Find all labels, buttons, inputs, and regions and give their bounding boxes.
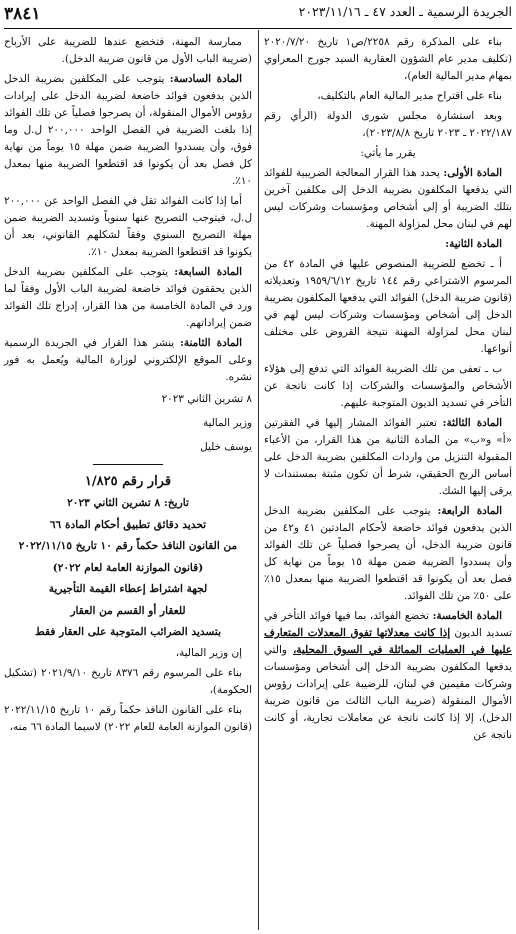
article-text: ينشر هذا القرار في الجريدة الرسمية وعلى الموقع الإلكتروني لوزارة المالية ويُعمل به فور نشره. bbox=[4, 337, 252, 383]
article-3 bbox=[264, 415, 512, 500]
article-emphasis: إذا كانت معدلاتها تفوق المعدلات المتعارف عليها في العمليات المماثلة في السوق المحلية، bbox=[264, 627, 512, 656]
left-column bbox=[4, 34, 252, 739]
article-title: المادة الثانية: bbox=[445, 238, 502, 250]
article-title: المادة الخامسة: bbox=[432, 610, 502, 622]
article-title: المادة السادسة: bbox=[169, 73, 242, 85]
article-6b: أما إذا كانت الفوائد تقل في الفصل الواحد عن ٢٠٠,٠٠٠ ل.ل، فيتوجب التصريح عنها سنوياً وتسديد الضريبة ضمن مهلة التصريح السنوي وفقاً لشكلهم القانوني، بعد أن يكونوا قد اقتطعوا الضريبة بمعدل ١٠٪. bbox=[4, 195, 252, 258]
decree-subject: بتسديد الضرائب المتوجبة على العقار فقط bbox=[34, 626, 222, 638]
decree-number: قرار رقم ١/٨٢٥ bbox=[84, 474, 172, 489]
article-5 bbox=[264, 608, 512, 744]
decree-subject: (قانون الموازنة العامة لعام ٢٠٢٢) bbox=[52, 561, 204, 574]
article-2b: ب ـ تعفى من تلك الضريبة الفوائد التي تدفع إلى هؤلاء الأشخاص والمؤسسات والشركات إذا كانت ناتجة عن التأخر في تسديد الديون المتوجبة عليهم. bbox=[264, 363, 512, 409]
article-text: يتوجب على المكلفين بضريبة الدخل الذين يدفعون فوائد خاضعة لأحكام المادتين ٤١ و٤٢ من قانون ضريبة الدخل، أن يصرحوا فصلياً عن تلك الفوائد وأن يسددوا الضريبة ضمن مهلة ١٥ يوماً من نهاية كل فصل بعد أن يكونوا قد اقتطعوا الضريبة منها بمعدل ١٥٪ على ٥٠٪ من تلك الفوائد. bbox=[264, 505, 513, 602]
article-1 bbox=[264, 165, 512, 233]
paragraph: بناء على القانون النافذ حكماً رقم ١٠ تاريخ ٢٠٢٢/١١/١٥ (قانون الموازنة العامة للعام ٢٠٢٢) لاسيما المادة ٦٦ منه، bbox=[4, 703, 252, 733]
column-divider bbox=[258, 30, 259, 930]
article-title: المادة الثامنة: bbox=[180, 337, 242, 349]
paragraph: بناء على المذكرة رقم ٢٢٥٨/ص١ تاريخ ٢٠٢٠/٧/٢٠ (تكليف مدير عام الشؤون العقارية السيد جورج المعراوي بمهام مدير المالية العام)، bbox=[264, 36, 512, 82]
article-text: يتوجب على المكلفين بضريبة الدخل الذين يحققون فوائد خاضعة لضريبة الباب الأول وفقاً لما ورد في المادة الخامسة من هذا القرار، إدراج تلك الفوائد ضمن إيراداتهم. bbox=[4, 266, 252, 329]
signature-date: ٨ تشرين الثاني ٢٠٢٣ bbox=[161, 393, 252, 405]
section-divider bbox=[93, 464, 163, 465]
decree-subject: من القانون النافذ حكماً رقم ١٠ تاريخ ٢٠٢٢/١١/١٥ bbox=[18, 540, 238, 552]
article-7 bbox=[4, 264, 252, 332]
article-2a: أ ـ تخضع للضريبة المنصوص عليها في المادة ٤٢ من المرسوم الاشتراعي رقم ١٤٤ تاريخ ١٩٥٩/٦/١٢ وتعديلاته (قانون ضريبة الدخل) الفوائد التي يدفعها المكلفون بضريبة الدخل إلى أشخاص ومؤسسات وشركات ليس لهم في لبنان محل لمزاولة المهنة نتيجة القروض على مختلف أنواعها. bbox=[264, 258, 513, 355]
article-4 bbox=[264, 503, 512, 605]
article-title: المادة السابعة: bbox=[174, 266, 242, 278]
paragraph: بناء على المرسوم رقم ٨٣٧٦ تاريخ ٢٠٢١/٩/١٠ (تشكيل الحكومة)، bbox=[4, 666, 252, 696]
article-text: يتوجب على المكلفين بضريبة الدخل الذين يدفعون فوائد خاضعة لضريبة الدخل على إيرادات رؤوس الأموال المنقولة، أن يصرحوا فصلياً عن تلك الفوائد إذا بلغت الضريبة في الفصل الواحد ٢٠٠,٠٠٠ ل.ل وما فوق، وأن يسددوا الضريبة ضمن مهلة ١٥ يوماً من نهاية كل فصل بعد أن يكونوا قد اقتطعوا الضريبة منها بمعدل ١٠٪. bbox=[4, 73, 253, 187]
right-column bbox=[264, 34, 512, 747]
article-text: والتي يدفعها المكلفون بضريبة الدخل إلى أشخاص ومؤسسات وشركات مقيمين في لبنان، للرضيبة على إيرادات رؤوس الأموال المنقولة (ضريبة الباب الثالث من قانون ضريبة الدخل)، إلا إذا كانت ناتجة عن معاملات تجارية، أو كانت ناتجة عن bbox=[264, 644, 512, 741]
decides-heading: يقرر ما يأتي: bbox=[360, 147, 416, 159]
article-title: المادة الأولى: bbox=[443, 167, 502, 179]
decree-subject: تحديد دقائق تطبيق أحكام المادة ٦٦ bbox=[49, 518, 207, 531]
decree-subject: للعقار أو القسم من العقار bbox=[70, 604, 186, 617]
article-8 bbox=[4, 335, 252, 386]
paragraph: ممارسة المهنة، فتخضع عندها للضريبة على الأرباح (ضريبة الباب الأول من قانون ضريبة الدخل). bbox=[4, 36, 252, 65]
paragraph: بناء على اقتراح مدير المالية العام بالتكليف، bbox=[317, 90, 502, 102]
article-title: المادة الرابعة: bbox=[437, 505, 502, 517]
signature-name: يوسف خليل bbox=[200, 441, 252, 453]
article-text: يحدد هذا القرار المعالجة الضريبية للفوائد التي يدفعها المكلفون بضريبة الدخل إلى مكلفين آخرين بتلك الضريبة أو إلى أشخاص ومؤسسات وشركات ليس لهم في لبنان محل لمزاولة المهنة. bbox=[264, 167, 512, 230]
header-divider bbox=[4, 28, 512, 29]
article-title: المادة الثالثة: bbox=[442, 417, 502, 429]
article-text: تخضع الفوائد، بما فيها فوائد التأخر في تسديد الديون bbox=[264, 610, 513, 639]
paragraph: إن وزير المالية، bbox=[175, 646, 242, 659]
page-number: ٣٨٤١ bbox=[4, 4, 41, 24]
decree-date: تاريخ: ٨ تشرين الثاني ٢٠٢٣ bbox=[67, 497, 189, 509]
signature-title: وزير المالية bbox=[202, 417, 252, 429]
paragraph: وبعد استشارة مجلس شورى الدولة (الرأي رقم ٢٠٢٢/١٨٧ ـ ٢٠٢٣ تاريخ ٢٠٢٣/٨/٨)، bbox=[264, 110, 512, 139]
article-text: تعتبر الفوائد المشار إليها في الفقرتين «أ» و«ب» من المادة الثانية من هذا القرار، من الأعباء المقبولة التنزيل من واردات المكلفين بضريبة الدخل على أساس الربح الحقيقي، شرط أن تكون مثبتة بمستندات لا يرقى إليها الشك. bbox=[264, 417, 512, 497]
issue-title: الجريدة الرسمية ـ العدد ٤٧ ـ ٢٠٢٣/١١/١٦ bbox=[298, 4, 512, 19]
decree-subject: لجهة اشتراط إعطاء القيمة التأجيرية bbox=[48, 583, 208, 595]
page-header bbox=[4, 4, 512, 28]
article-6 bbox=[4, 71, 252, 190]
